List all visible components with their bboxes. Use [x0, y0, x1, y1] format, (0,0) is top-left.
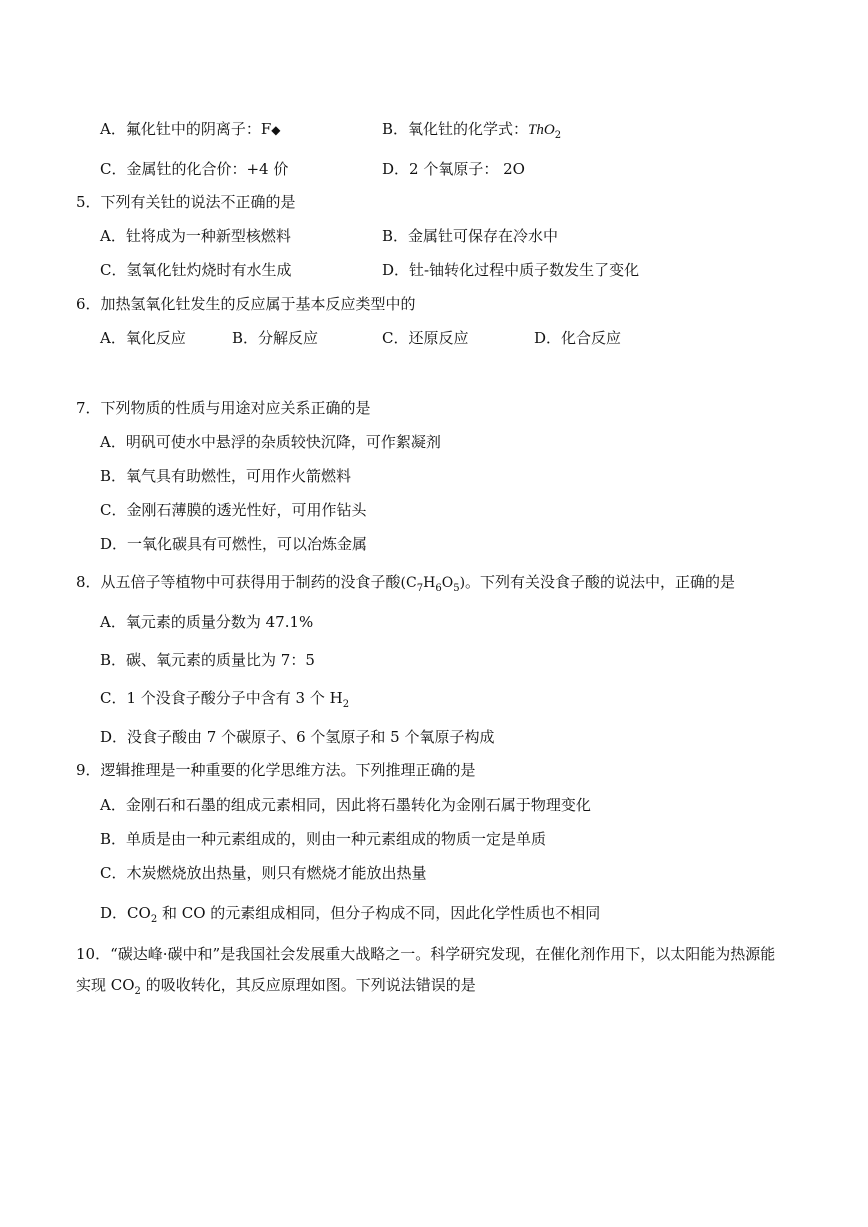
q6-stem: 6．加热氢氧化钍发生的反应属于基本反应类型中的 [76, 295, 416, 313]
q6-option-c: C．还原反应 [382, 329, 469, 347]
q9-option-a: A．金刚石和石墨的组成元素相同，因此将石墨转化为金刚石属于物理变化 [100, 796, 591, 814]
q8-option-c [100, 688, 349, 708]
q8-stem [76, 572, 735, 593]
q8-stem-post: 。下列有关没食子酸的说法中，正确的是 [465, 573, 736, 591]
q7-option-b: B．氧气具有助燃性，可用作火箭燃料 [100, 467, 352, 485]
q9-option-d [100, 903, 600, 923]
q6-option-d: D．化合反应 [534, 329, 622, 347]
q8-option-c-text: C．1 个没食子酸分子中含有 3 个 H [100, 689, 343, 707]
tho2-formula: ThO [528, 122, 555, 138]
q9-option-c: C．木炭燃烧放出热量，则只有燃烧才能放出热量 [100, 864, 427, 882]
formula-h: H [423, 575, 436, 591]
q4-option-a [100, 119, 280, 140]
q6-option-b: B．分解反应 [232, 329, 319, 347]
q10-stem-line2 [76, 975, 476, 995]
q4-option-b-text: B．氧化钍的化学式： [382, 120, 529, 138]
co2-subscript: 2 [150, 914, 158, 925]
q5-stem: 5．下列有关钍的说法不正确的是 [76, 193, 296, 211]
co2-subscript-q10: 2 [134, 986, 141, 997]
formula-sub-6: 6 [435, 583, 442, 594]
formula-o: O [441, 575, 454, 591]
formula-close: ) [459, 575, 466, 591]
q8-stem-pre: 8．从五倍子等植物中可获得用于制药的没食子酸 [76, 573, 401, 591]
q5-option-b: B．金属钍可保存在冷水中 [382, 227, 559, 245]
tho2-subscript: 2 [554, 130, 562, 141]
q9-stem: 9．逻辑推理是一种重要的化学思维方法。下列推理正确的是 [76, 761, 476, 779]
q10-stem-line1: 10．“碳达峰·碳中和”是我国社会发展重大战略之一。科学研究发现，在催化剂作用下，以太阳能为热源能 [76, 945, 776, 963]
q4-option-c: C．金属钍的化合价：+4 价 [100, 160, 289, 178]
formula-sub-5: 5 [453, 583, 460, 594]
q7-option-d: D．一氧化碳具有可燃性，可以冶炼金属 [100, 535, 368, 553]
formula-c: (C [400, 575, 417, 591]
q8-option-b: B．碳、氧元素的质量比为 7：5 [100, 651, 315, 669]
q4-option-b [382, 119, 561, 140]
q6-option-a: A．氧化反应 [100, 329, 186, 347]
formula-sub-7: 7 [416, 583, 424, 594]
q5-option-d: D．钍-铀转化过程中质子数发生了变化 [382, 261, 640, 279]
q9-option-d-text: 和 CO 的元素组成相同，但分子构成不同，因此化学性质也不相同 [157, 904, 601, 922]
h2-subscript: 2 [342, 699, 350, 710]
missing-glyph-icon: ◆ [271, 123, 281, 137]
q5-option-c: C．氢氧化钍灼烧时有水生成 [100, 261, 292, 279]
q7-option-c: C．金刚石薄膜的透光性好，可用作钻头 [100, 501, 367, 519]
q7-stem: 7．下列物质的性质与用途对应关系正确的是 [76, 399, 371, 417]
gallic-acid-formula [400, 575, 466, 594]
q4-option-d: D．2 个氧原子： 2O [382, 160, 525, 178]
q10-line2-prefix: 实现 CO [76, 976, 135, 994]
q9-option-d-prefix: D．CO [100, 904, 151, 922]
q4-option-a-text: A．氟化钍中的阴离子：F [100, 120, 272, 138]
q8-option-a: A．氧元素的质量分数为 47.1% [100, 613, 314, 631]
q8-option-d: D．没食子酸由 7 个碳原子、6 个氢原子和 5 个氧原子构成 [100, 728, 495, 746]
q9-option-b: B．单质是由一种元素组成的，则由一种元素组成的物质一定是单质 [100, 830, 547, 848]
q10-line2-text: 的吸收转化，其反应原理如图。下列说法错误的是 [140, 976, 476, 994]
q7-option-a: A．明矾可使水中悬浮的杂质较快沉降，可作絮凝剂 [100, 433, 441, 451]
q5-option-a: A．钍将成为一种新型核燃料 [100, 227, 291, 245]
